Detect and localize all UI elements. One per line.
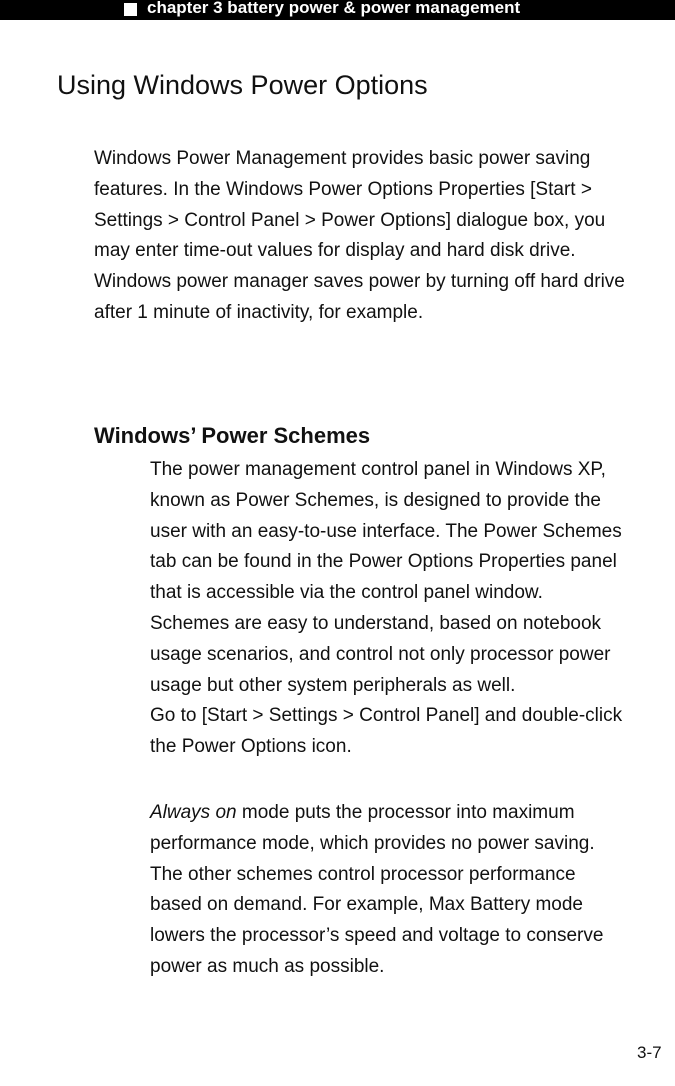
intro-line: features. In the Windows Power Options Properties [Start > — [94, 178, 592, 200]
body-line: performance mode, which provides no power saving. — [150, 832, 595, 854]
intro-paragraph — [94, 144, 675, 329]
always-on-term: Always on — [150, 802, 237, 823]
body-line: Go to [Start > Settings > Control Panel] and double-click — [150, 705, 623, 727]
square-bullet-icon — [124, 3, 137, 16]
intro-line: may enter time-out values for display and hard disk drive. — [94, 240, 576, 262]
intro-line: Settings > Control Panel > Power Options] dialogue box, you — [94, 209, 606, 231]
body-line: the Power Options icon. — [150, 736, 352, 758]
body-line: tab can be found in the Power Options Properties panel — [150, 551, 617, 573]
body-line — [150, 798, 603, 829]
section-heading: Windows’ Power Schemes — [94, 423, 371, 448]
intro-line: after 1 minute of inactivity, for example. — [94, 301, 424, 323]
page-number: 3-7 — [637, 1043, 662, 1062]
intro-line: Windows Power Management provides basic power saving — [94, 148, 591, 169]
chapter-header-bar — [0, 0, 675, 20]
intro-line: Windows power manager saves power by turning off hard drive — [94, 271, 625, 293]
body-line: that is accessible via the control panel window. — [150, 582, 543, 604]
body-line: user with an easy-to-use interface. The Power Schemes — [150, 520, 622, 542]
body-line: power as much as possible. — [150, 955, 385, 977]
body-line: Schemes are easy to understand, based on notebook — [150, 612, 602, 634]
body-line: known as Power Schemes, is designed to provide the — [150, 489, 601, 511]
chapter-label: chapter 3 battery power & power management — [147, 0, 521, 17]
body-line: The other schemes control processor performance — [150, 863, 576, 885]
body-line: The power management control panel in Windows XP, — [150, 459, 606, 480]
body-line: usage scenarios, and control not only processor power — [150, 643, 611, 665]
always-on-paragraph — [150, 798, 603, 983]
power-schemes-paragraph — [150, 455, 622, 763]
body-line: lowers the processor’s speed and voltage to conserve — [150, 925, 604, 947]
body-line-rest: mode puts the processor into maximum — [236, 802, 575, 823]
page-title: Using Windows Power Options — [57, 70, 428, 100]
body-line: based on demand. For example, Max Battery mode — [150, 894, 584, 916]
body-line: usage but other system peripherals as well. — [150, 674, 516, 696]
